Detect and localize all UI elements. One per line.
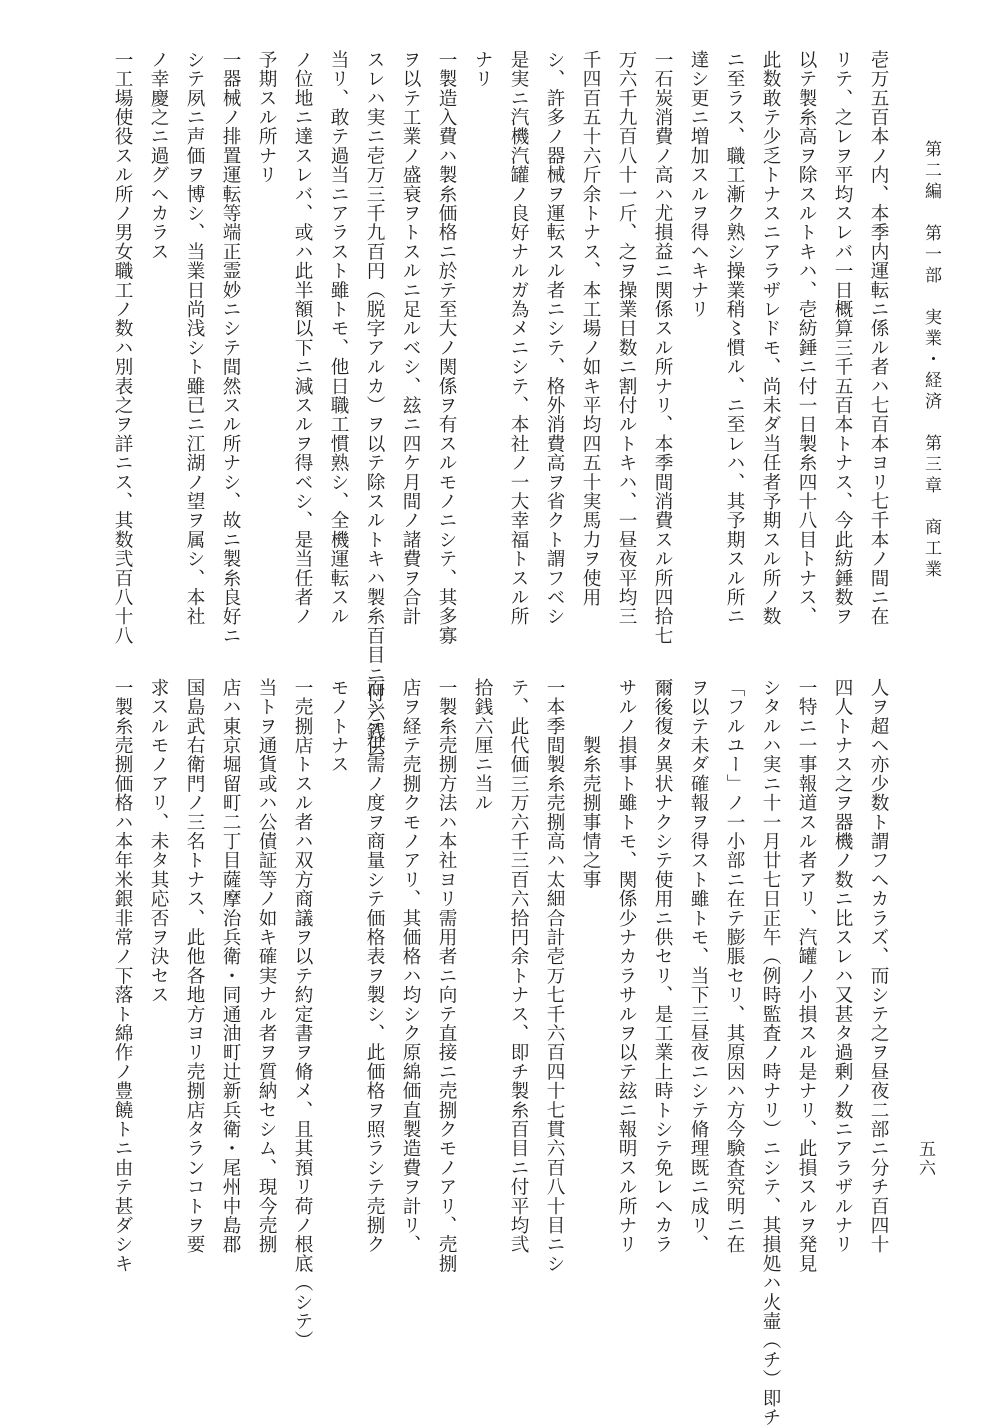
text-column: 店ハ東京堀留町二丁目薩摩治兵衛・同通油町辻新兵衛・尾州中島郡 [220, 678, 241, 1254]
text-column: サルノ損事ト雖トモ、関係少ナカラサルヲ以テ玆ニ報明スル所ナリ [616, 678, 637, 1254]
text-column: スレハ実ニ壱万三千九百円（脱字アルカ）ヲ以テ除スルトキハ製糸百目ニ付六銭ニ [364, 50, 385, 761]
text-column: 四人トナス之ヲ器機ノ数ニ比スレハ又甚タ過剰ノ数ニアラザルナリ [832, 678, 853, 1254]
text-column: ヲ以テ未ダ確報ヲ得スト雖トモ、当下三昼夜ニシテ脩理既ニ成リ、 [688, 678, 709, 1254]
text-column: ノ幸慶之ニ過グヘカラス [148, 50, 169, 262]
text-column: テ、此代価三万六千三百六拾円余トナス、即チ製糸百目ニ付平均弐 [508, 678, 529, 1254]
text-column: 爾後復タ異状ナクシテ使用ニ供セリ、是工業上時トシテ免レヘカラ [652, 678, 673, 1254]
text-column: ナリ [472, 50, 493, 89]
text-column: 一売捌店トスル者ハ双方商議ヲ以テ約定書ヲ脩メ、且其預リ荷ノ根底（シテ） [292, 678, 313, 1350]
text-column: 而シテ供需ノ度ヲ商量シテ価格表ヲ製シ、此価格ヲ照ラシテ売捌ク [364, 678, 385, 1254]
text-column: モノトナス [328, 678, 349, 774]
text-column: 「フルユー」ノ一小部ニ在テ膨脹セリ、其原因ハ方今験査究明ニ在 [724, 678, 745, 1254]
text-column: 店ヲ経テ売捌クモノアリ、其価格ハ均シク原綿価直製造費ヲ計リ、 [400, 678, 421, 1254]
text-column: 求スルモノアリ、未タ其応否ヲ決セス [148, 678, 169, 1005]
text-column: ニ至ラス、職工漸ク熟シ操業稍〻慣ル、ニ至レハ、其予期スル所ニ [724, 50, 745, 626]
text-column: 当リ、敢テ過当ニアラスト雖トモ、他日職工慣熟シ、全機運転スル [328, 50, 349, 626]
text-column: 一工場使役スル所ノ男女職工ノ数ハ別表之ヲ詳ニス、其数弐百八十八 [112, 50, 133, 646]
text-column: 国島武右衛門ノ三名トナス、此他各地方ヨリ売捌店タランコトヲ要 [184, 678, 205, 1254]
text-column: 壱万五百本ノ内、本季内運転ニ係ル者ハ七百本ヨリ七千本ノ間ニ在 [868, 50, 889, 626]
lower-text-block [104, 678, 896, 1427]
text-column: ノ位地ニ達スレバ、或ハ此半額以下ニ減スルヲ得ベシ、是当任者ノ [292, 50, 313, 626]
text-column: 一製糸売捌方法ハ本社ヨリ需用者ニ向テ直接ニ売捌クモノアリ、売捌 [436, 678, 457, 1274]
text-column: シテ夙ニ声価ヲ博シ、当業日尚浅シト雖已ニ江湖ノ望ヲ属シ、本社 [184, 50, 205, 626]
running-head: 第二編 第一部 実業・経済 第三章 商工業 [921, 140, 941, 581]
section-heading: 製糸売捌事情之事 [580, 678, 601, 890]
text-column: 一本季間製糸売捌高ハ太細合計壱万七千六百四十七貫六百八十目ニシ [544, 678, 565, 1274]
text-column: 拾銭六厘ニ当ル [472, 678, 493, 813]
text-column: 以テ製糸高ヲ除スルトキハ、壱紡錘ニ付一日製糸四十八目トナス、 [796, 50, 817, 626]
text-column: ヲ以テ工業ノ盛衰ヲトスルニ足ルベシ、玆ニ四ケ月間ノ諸費ヲ合計 [400, 50, 421, 626]
text-column: 一特ニ一事報道スル者アリ、汽罐ノ小損スル是ナリ、此損スルヲ発見 [796, 678, 817, 1274]
text-column: 一製造入費ハ製糸価格ニ於テ至大ノ関係ヲ有スルモノニシテ、其多寡 [436, 50, 457, 646]
text-column: 一製糸売捌価格ハ本年米銀非常ノ下落ト綿作ノ豊饒トニ由テ甚ダシキ [112, 678, 133, 1274]
text-column: 一器械ノ排置運転等端正霊妙ニシテ間然スル所ナシ、故ニ製糸良好ニ [220, 50, 241, 646]
text-column: 当トヲ通貨或ハ公債証等ノ如キ確実ナル者ヲ質納セシム、現今売捌 [256, 678, 277, 1254]
text-column: 此数敢テ少乏トナスニアラザレドモ、尚未ダ当任者予期スル所ノ数 [760, 50, 781, 626]
text-column: 是実ニ汽機汽罐ノ良好ナルガ為メニシテ、本社ノ一大幸福トスル所 [508, 50, 529, 626]
text-column: シタルハ実ニ十一月廿七日正午（例時監査ノ時ナリ）ニシテ、其損処ハ火壷（チ）即チ [760, 678, 781, 1427]
text-column: 千四百五十六斤余トナス、本工場ノ如キ平均四五十実馬力ヲ使用 [580, 50, 601, 607]
text-column: 一石炭消費ノ高ハ尤損益ニ関係スル所ナリ、本季間消費スル所四拾七 [652, 50, 673, 646]
text-column: リテ、之レヲ平均スレバ一日概算三千五百本トナス、今此紡錘数ヲ [832, 50, 853, 626]
text-column: 予期スル所ナリ [256, 50, 277, 185]
text-column: 達シ更ニ増加スルヲ得ヘキナリ [688, 50, 709, 319]
text-column: シ、許多ノ器械ヲ運転スル者ニシテ、格外消費高ヲ省クト謂フベシ [544, 50, 565, 626]
page-number: 五六 [915, 1140, 935, 1178]
text-column: 人ヲ超ヘ亦少数ト謂フヘカラズ、而シテ之ヲ昼夜二部ニ分チ百四十 [868, 678, 889, 1254]
text-column: 万六千九百八十一斤、之ヲ操業日数ニ割付ルトキハ、一昼夜平均三 [616, 50, 637, 626]
